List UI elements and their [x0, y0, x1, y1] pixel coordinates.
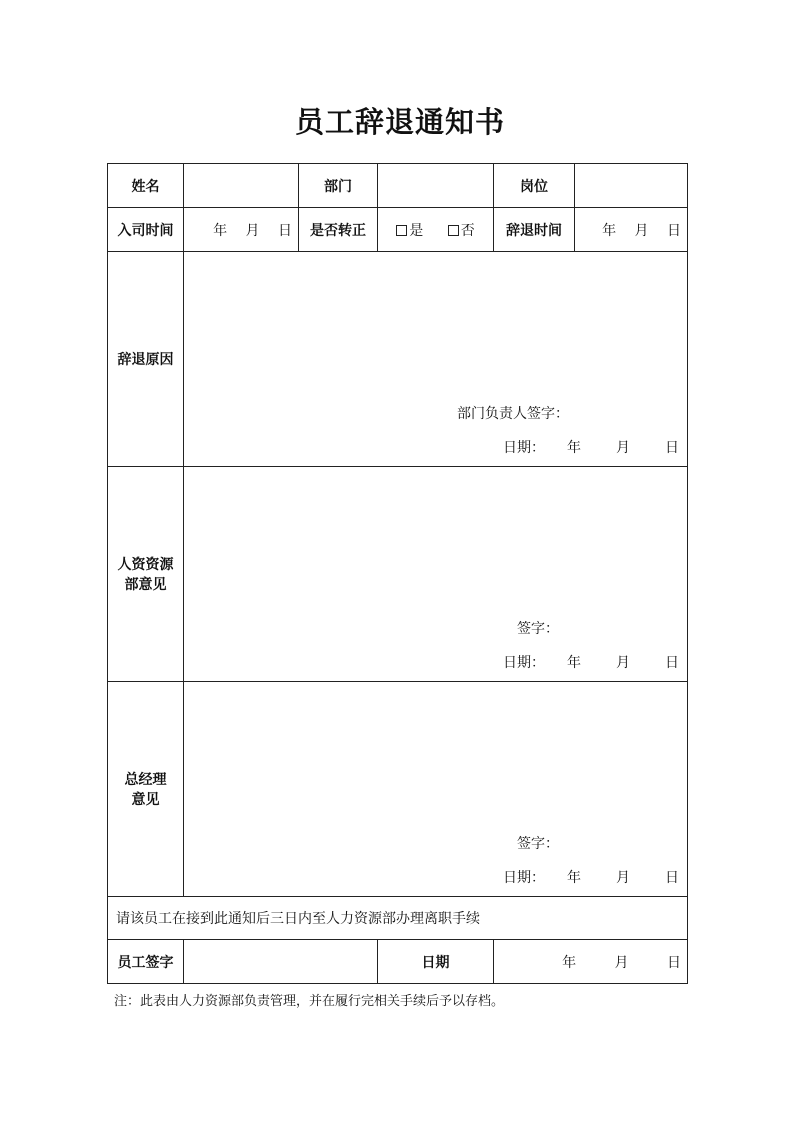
row-dates — [108, 208, 688, 252]
employee-sign-field[interactable] — [184, 940, 378, 984]
option-no[interactable] — [448, 223, 475, 239]
month-unit: 月 — [245, 222, 260, 239]
month-unit: 月 — [614, 954, 629, 971]
row-gm-opinion — [108, 682, 688, 897]
sign-date-label: 日期 — [378, 940, 494, 984]
date-label: 日期： — [503, 655, 545, 671]
year-unit: 年 — [567, 655, 581, 671]
reason-field[interactable] — [184, 252, 688, 467]
department-field[interactable] — [378, 164, 494, 208]
dismiss-date-label: 辞退时间 — [494, 208, 575, 252]
employee-sign-label: 员工签字 — [108, 940, 184, 984]
year-unit: 年 — [567, 870, 581, 886]
row-reason — [108, 252, 688, 467]
name-label: 姓名 — [108, 164, 184, 208]
hr-opinion-label — [108, 467, 184, 682]
hr-signature-label: 签字： — [517, 621, 559, 637]
day-unit: 日 — [667, 222, 681, 239]
hr-date-line — [503, 652, 679, 672]
form-title: 员工辞退通知书 — [294, 105, 505, 139]
day-unit: 日 — [665, 870, 679, 886]
name-field[interactable] — [184, 164, 299, 208]
year-unit: 年 — [562, 954, 577, 971]
option-yes-label: 是 — [409, 222, 424, 239]
month-unit: 月 — [634, 222, 649, 239]
reason-label: 辞退原因 — [108, 252, 184, 467]
gm-date-line — [503, 867, 679, 887]
reason-date-line — [503, 437, 679, 457]
day-unit: 日 — [665, 655, 679, 671]
month-unit: 月 — [616, 440, 630, 456]
row-hr-opinion — [108, 467, 688, 682]
position-field[interactable] — [575, 164, 688, 208]
row-basic-info — [108, 164, 688, 208]
sign-date-field[interactable] — [494, 940, 688, 984]
day-unit: 日 — [278, 222, 292, 239]
day-unit: 日 — [667, 954, 681, 971]
date-label: 日期： — [503, 440, 545, 456]
regular-status-label: 是否转正 — [299, 208, 378, 252]
year-unit: 年 — [213, 222, 228, 239]
day-unit: 日 — [665, 440, 679, 456]
gm-opinion-label — [108, 682, 184, 897]
year-unit: 年 — [602, 222, 617, 239]
row-employee-sign — [108, 940, 688, 984]
month-unit: 月 — [616, 870, 630, 886]
gm-label-line1: 总经理 — [124, 772, 167, 788]
dismiss-date-field[interactable] — [575, 208, 688, 252]
option-yes[interactable] — [396, 223, 423, 239]
department-label: 部门 — [299, 164, 378, 208]
gm-signature-label: 签字： — [517, 836, 559, 852]
year-unit: 年 — [567, 440, 581, 456]
checkbox-yes[interactable] — [396, 225, 407, 236]
join-date-label: 入司时间 — [108, 208, 184, 252]
month-unit: 月 — [616, 655, 630, 671]
gm-opinion-field[interactable] — [184, 682, 688, 897]
row-notice — [108, 897, 688, 940]
regular-status-field — [378, 208, 494, 252]
hr-label-line2: 部意见 — [124, 577, 167, 593]
option-no-label: 否 — [460, 222, 475, 239]
footnote: 注：此表由人力资源部负责管理，并在履行完相关手续后予以存档。 — [114, 994, 505, 1009]
hr-opinion-field[interactable] — [184, 467, 688, 682]
date-label: 日期： — [503, 870, 545, 886]
join-date-field[interactable] — [184, 208, 299, 252]
gm-label-line2: 意见 — [131, 792, 160, 808]
reason-signature-label: 部门负责人签字： — [457, 406, 569, 422]
dismissal-form-table — [107, 163, 688, 984]
checkbox-no[interactable] — [448, 225, 459, 236]
hr-label-line1: 人资资源 — [117, 557, 174, 573]
position-label: 岗位 — [494, 164, 575, 208]
notice-text: 请该员工在接到此通知后三日内至人力资源部办理离职手续 — [108, 897, 688, 940]
